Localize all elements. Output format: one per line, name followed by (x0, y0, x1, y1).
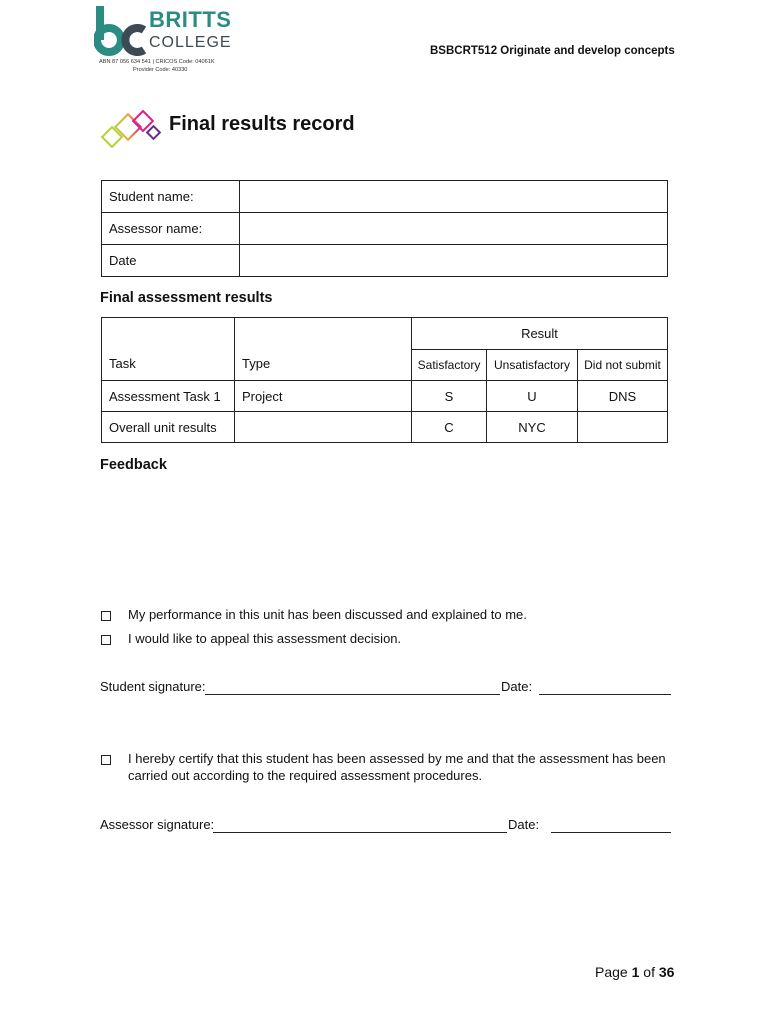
col-type-header: Type (235, 318, 412, 381)
type-cell (235, 412, 412, 443)
task-cell: Assessment Task 1 (102, 381, 235, 412)
page-word: Page (595, 964, 628, 980)
of-word: of (643, 964, 655, 980)
task-cell: Overall unit results (102, 412, 235, 443)
type-cell: Project (235, 381, 412, 412)
satisfactory-cell[interactable]: S (412, 381, 487, 412)
certify-checkbox[interactable] (101, 755, 111, 765)
provider-code: Provider Code: 40330 (133, 67, 188, 73)
diamonds-decoration-icon (99, 106, 165, 152)
col-dns-header: Did not submit (578, 350, 668, 381)
assessor-signature-field[interactable] (213, 818, 507, 833)
table-row (102, 245, 668, 277)
appeal-text: I would like to appeal this assessment decision. (128, 631, 402, 646)
col-satisfactory-header: Satisfactory (412, 350, 487, 381)
page-number (595, 964, 674, 980)
unit-code: BSBCRT512 Originate and develop concepts (430, 45, 675, 57)
table-row (102, 412, 668, 443)
col-task-header: Task (102, 318, 235, 381)
student-signature-field[interactable] (205, 680, 500, 695)
table-row (102, 181, 668, 213)
unsatisfactory-cell[interactable]: U (487, 381, 578, 412)
discussed-checkbox[interactable] (101, 611, 111, 621)
appeal-checkbox[interactable] (101, 635, 111, 645)
dns-cell[interactable]: DNS (578, 381, 668, 412)
results-table (101, 317, 668, 443)
student-info-table (101, 180, 668, 277)
assessor-signature-label: Assessor signature: (100, 817, 215, 832)
student-signature-label: Student signature: (100, 679, 206, 694)
page-current: 1 (631, 964, 640, 980)
britts-college-logo-icon (94, 6, 150, 56)
col-result-header: Result (412, 318, 668, 350)
col-unsatisfactory-header: Unsatisfactory (487, 350, 578, 381)
table-row (102, 213, 668, 245)
certify-text-line1: I hereby certify that this student has been assessed by me and that the assessment has been (128, 751, 666, 766)
assessor-name-label: Assessor name: (102, 213, 240, 245)
table-row (102, 381, 668, 412)
results-heading: Final assessment results (100, 290, 273, 306)
table-row (102, 318, 668, 350)
discussed-text: My performance in this unit has been discussed and explained to me. (128, 607, 527, 622)
brand-college: COLLEGE (149, 34, 232, 51)
assessor-name-field[interactable] (240, 213, 668, 245)
page-total: 36 (658, 964, 675, 980)
unsatisfactory-cell[interactable]: NYC (487, 412, 578, 443)
student-date-label: Date: (501, 679, 533, 694)
page-title: Final results record (169, 113, 355, 135)
date-label: Date (102, 245, 240, 277)
certify-text-line2: carried out according to the required assessment procedures. (128, 768, 483, 783)
assessor-date-field[interactable] (551, 818, 671, 833)
dns-cell[interactable] (578, 412, 668, 443)
student-name-field[interactable] (240, 181, 668, 213)
student-name-label: Student name: (102, 181, 240, 213)
date-field[interactable] (240, 245, 668, 277)
abn-cricos: ABN 87 056 634 541 | CRICOS Code: 04061K (99, 59, 215, 65)
satisfactory-cell[interactable]: C (412, 412, 487, 443)
assessor-date-label: Date: (508, 817, 540, 832)
feedback-heading: Feedback (100, 457, 167, 473)
student-date-field[interactable] (539, 680, 671, 695)
brand-name: BRITTS (149, 7, 232, 32)
